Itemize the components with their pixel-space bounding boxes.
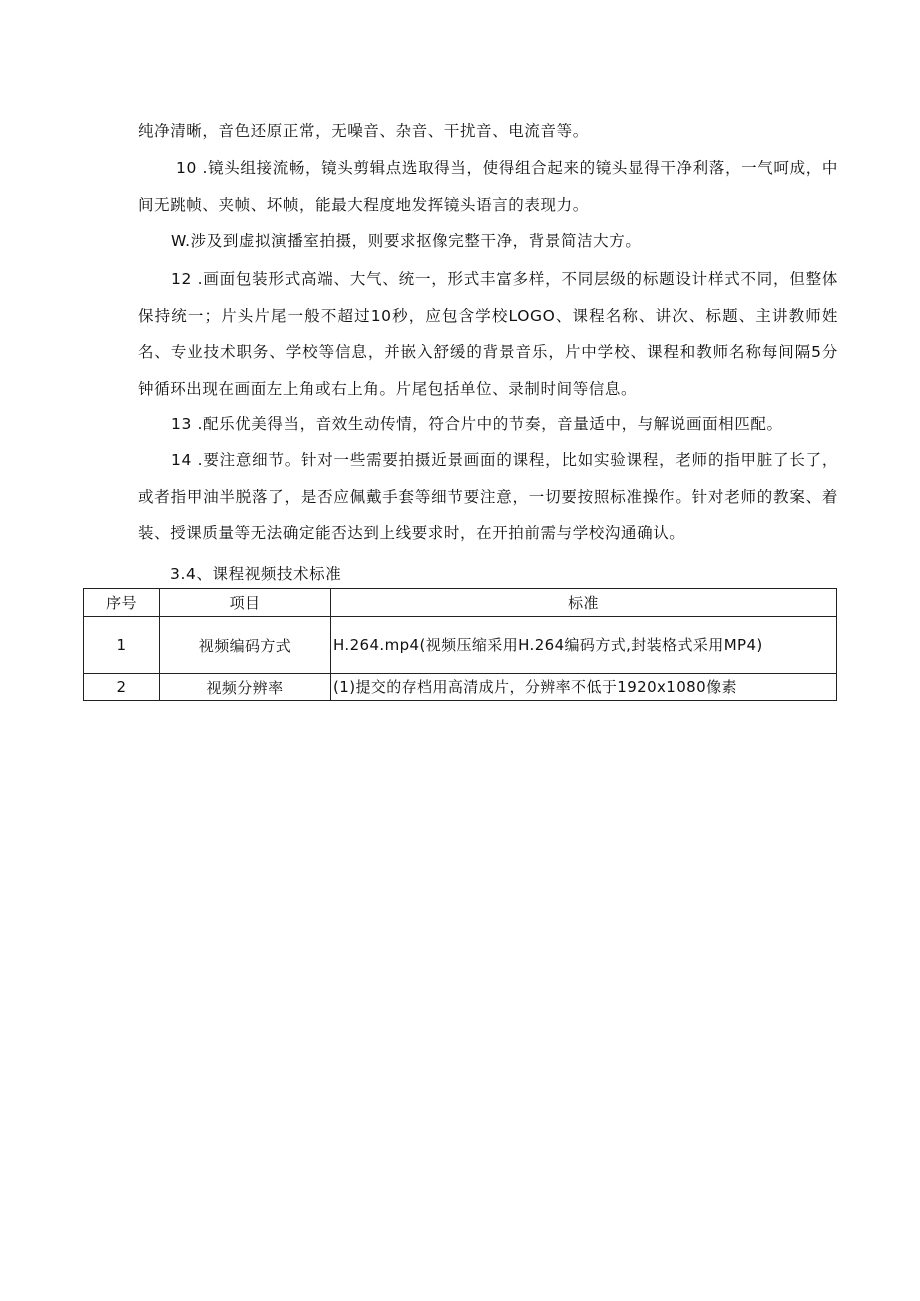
row-no: 2 (84, 674, 160, 701)
table-row (84, 617, 837, 674)
paragraph-item-10: 10 .镜头组接流畅，镜头剪辑点选取得当，使得组合起来的镜头显得干净利落，一气呵成，中间无跳帧、夹帧、坏帧，能最大程度地发挥镜头语言的表现力。 (138, 159, 838, 214)
paragraph-item-12: 12 .画面包装形式高端、大气、统一，形式丰富多样，不同层级的标题设计样式不同，但整体保持统一；片头片尾一般不超过10秒，应包含学校LOGO、课程名称、讲次、标题、主讲教师姓名、专业技术职务、学校等信息，并嵌入舒缓的背景音乐，片中学校、课程和教师名称每间隔5分钟循环出现在画面左上角或右上角。片尾包括单位、录制时间等信息。 (138, 270, 838, 398)
paragraph-audio-quality: 纯净清晰，音色还原正常，无噪音、杂音、干扰音、电流音等。 (138, 122, 589, 140)
paragraph-item-14: 14 .要注意细节。针对一些需要拍摄近景画面的课程，比如实验课程，老师的指甲脏了长了，或者指甲油半脱落了，是否应佩戴手套等细节要注意，一切要按照标准操作。针对老师的教案、着装、授课质量等无法确定能否达到上线要求时，在开拍前需与学校沟通确认。 (138, 451, 838, 542)
row-no: 1 (84, 617, 160, 674)
row-standard: H.264.mp4(视频压缩采用H.264编码方式,封装格式采用MP4) (331, 617, 837, 674)
header-standard: 标准 (331, 589, 837, 617)
header-item: 项目 (160, 589, 331, 617)
paragraph-item-11: W.涉及到虚拟演播室拍摄，则要求抠像完整干净，背景简洁大方。 (171, 232, 642, 250)
table-row (84, 674, 837, 701)
row-standard: (1)提交的存档用高清成片，分辨率不低于1920x1080像素 (331, 674, 837, 701)
row-item: 视频分辨率 (160, 674, 331, 701)
table-header-row (84, 589, 837, 617)
tech-standard-table (83, 588, 837, 701)
row-item: 视频编码方式 (160, 617, 331, 674)
section-heading: 3.4、课程视频技术标准 (170, 565, 342, 583)
header-no: 序号 (84, 589, 160, 617)
paragraph-item-13: 13 .配乐优美得当，音效生动传情，符合片中的节奏，音量适中，与解说画面相匹配。 (171, 415, 783, 433)
